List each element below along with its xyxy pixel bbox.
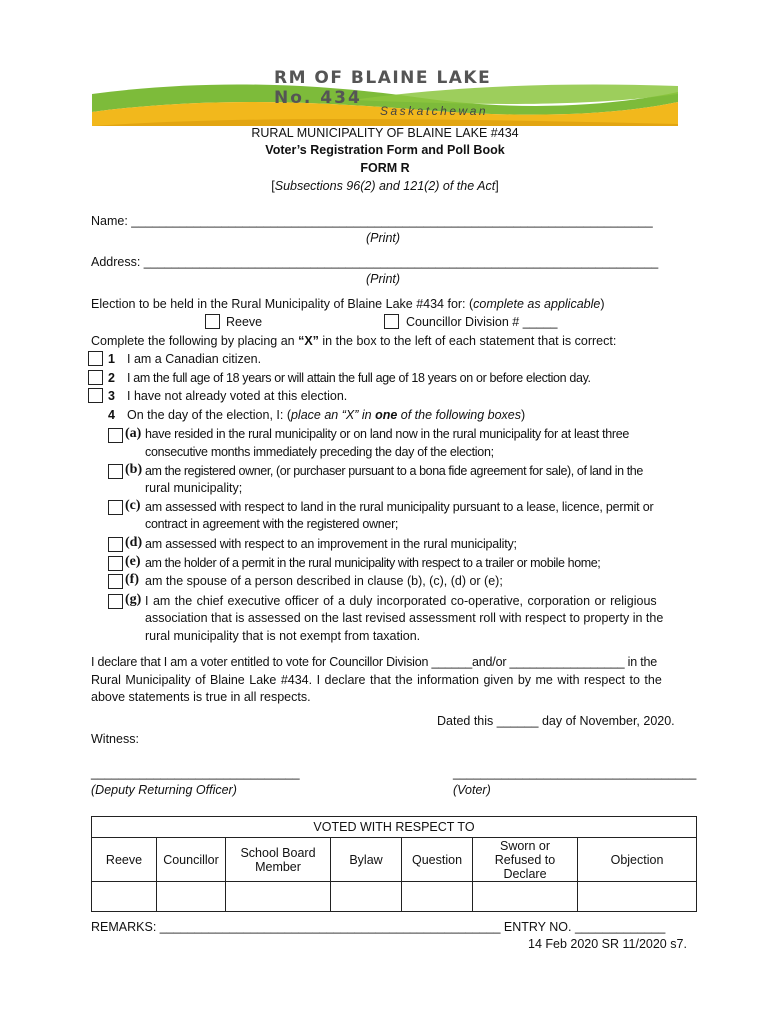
logo [92, 66, 678, 126]
clause-g-line-2: association that is assessed on the last revised assessment roll with respect to property in the [145, 611, 664, 625]
statement-3-number: 3 [108, 389, 115, 403]
address-field[interactable]: Address: __________________________________________________________________________ [91, 255, 659, 269]
statement-3-text: I have not already voted at this election. [127, 389, 348, 403]
name-print-hint: (Print) [366, 231, 401, 245]
column-school-board: School Board Member [226, 838, 331, 882]
remarks-line[interactable]: REMARKS: _________________________________________________ ENTRY NO. _____________ [91, 920, 666, 934]
reeve-label: Reeve [226, 315, 263, 329]
municipality-heading: RURAL MUNICIPALITY OF BLAINE LAKE #434 [251, 126, 519, 140]
cell-objection[interactable] [578, 882, 697, 912]
instructions-post: in the box to the left of each statement that is correct: [318, 334, 617, 348]
clause-d-letter: (d) [125, 535, 143, 550]
statement-4-text [127, 408, 525, 423]
reeve-checkbox[interactable] [205, 314, 220, 329]
dro-label: (Deputy Returning Officer) [91, 783, 237, 797]
clause-c-line-1: am assessed with respect to land in the rural municipality pursuant to a lease, licence, permit or [145, 500, 654, 514]
table-heading: VOTED WITH RESPECT TO [92, 817, 697, 838]
subsection-text: Subsections 96(2) and 121(2) of the Act [274, 179, 496, 193]
statement-4-place: place an “X” in [290, 408, 376, 422]
column-question: Question [402, 838, 473, 882]
column-bylaw: Bylaw [331, 838, 402, 882]
logo-line1: RM OF BLAINE LAKE [274, 68, 492, 88]
councillor-checkbox[interactable] [384, 314, 399, 329]
logo-province: Saskatchewan [380, 104, 489, 118]
instructions-mark: “X” [298, 334, 319, 348]
statement-4-pre: On the day of the election, I: ( [127, 408, 291, 422]
clause-f-line-1: am the spouse of a person described in clause (b), (c), (d) or (e); [145, 574, 503, 588]
clause-b-line-1: am the registered owner, (or purchaser pursuant to a bona fide agreement for sale), of land in the [145, 464, 643, 478]
statement-1-number: 1 [108, 352, 115, 366]
cell-school-board[interactable] [226, 882, 331, 912]
clause-g-line-1: I am the chief executive officer of a duly incorporated co-operative, corporation or religious [145, 594, 657, 608]
statement-3-checkbox[interactable] [88, 388, 103, 403]
dated-line[interactable]: Dated this ______ day of November, 2020. [437, 714, 675, 728]
election-text [91, 297, 605, 312]
statement-2-text: I am the full age of 18 years or will attain the full age of 18 years on or before election day. [127, 371, 591, 385]
subsection-close: ] [495, 179, 499, 193]
election-note: complete as applicable [473, 297, 601, 311]
voter-signature-line[interactable]: ___________________________________ [453, 766, 697, 780]
clause-g-line-3: rural municipality that is not exempt from taxation. [145, 629, 421, 643]
statement-1-checkbox[interactable] [88, 351, 103, 366]
clause-g-letter: (g) [125, 592, 142, 607]
clause-g-checkbox[interactable] [108, 594, 123, 609]
subsection-open: [ [271, 179, 275, 193]
form-name: FORM R [360, 161, 410, 175]
clause-a-checkbox[interactable] [108, 428, 123, 443]
clause-c-checkbox[interactable] [108, 500, 123, 515]
cell-councillor[interactable] [157, 882, 226, 912]
cell-sworn[interactable] [473, 882, 578, 912]
form-title: Voter’s Registration Form and Poll Book [265, 143, 505, 157]
subsection-reference [0, 179, 770, 194]
election-lead: Election to be held in the Rural Municipality of Blaine Lake #434 for: ( [91, 297, 474, 311]
clause-e-line-1: am the holder of a permit in the rural municipality with respect to a trailer or mobile home; [145, 556, 601, 570]
clause-f-letter: (f) [125, 572, 139, 587]
clause-a-line-1: have resided in the rural municipality or on land now in the rural municipality for at least three [145, 427, 630, 441]
statement-1-text: I am a Canadian citizen. [127, 352, 262, 366]
voted-with-respect-table [91, 816, 697, 912]
statement-4-number: 4 [108, 408, 115, 422]
clause-a-letter: (a) [125, 426, 142, 441]
clause-d-line-1: am assessed with respect to an improvement in the rural municipality; [145, 537, 517, 551]
column-sworn: Sworn or Refused to Declare [473, 838, 578, 882]
address-print-hint: (Print) [366, 272, 401, 286]
instructions-pre: Complete the following by placing an [91, 334, 299, 348]
statement-2-checkbox[interactable] [88, 370, 103, 385]
dro-signature-line[interactable]: ______________________________ [91, 766, 300, 780]
clause-a-line-2: consecutive months immediately preceding the day of the election; [145, 445, 494, 459]
clause-b-letter: (b) [125, 462, 143, 477]
witness-label: Witness: [91, 732, 139, 746]
cell-reeve[interactable] [92, 882, 157, 912]
declaration-line-1: I declare that I am a voter entitled to vote for Councillor Division ______and/or _________________ in the [91, 655, 657, 669]
councillor-label: Councillor Division # _____ [406, 315, 558, 329]
clause-f-checkbox[interactable] [108, 574, 123, 589]
clause-b-checkbox[interactable] [108, 464, 123, 479]
declaration-line-2: Rural Municipality of Blaine Lake #434. I declare that the information given by me with respect to the [91, 673, 662, 687]
cell-question[interactable] [402, 882, 473, 912]
clause-c-letter: (c) [125, 498, 141, 513]
regulation-reference: 14 Feb 2020 SR 11/2020 s7. [528, 937, 687, 951]
logo-line2: No. 434 [274, 88, 362, 108]
statement-4-close: ) [521, 408, 526, 422]
statement-2-number: 2 [108, 371, 115, 385]
statement-4-rest: of the following boxes [397, 408, 521, 422]
clause-b-line-2: rural municipality; [145, 481, 243, 495]
column-councillor: Councillor [157, 838, 226, 882]
cell-bylaw[interactable] [331, 882, 402, 912]
declaration-line-3: above statements is true in all respects. [91, 690, 311, 704]
clause-c-line-2: contract in agreement with the registered owner; [145, 517, 399, 531]
clause-d-checkbox[interactable] [108, 537, 123, 552]
voter-label: (Voter) [453, 783, 491, 797]
clause-e-letter: (e) [125, 554, 141, 569]
instructions [91, 334, 616, 349]
column-objection: Objection [578, 838, 697, 882]
election-close: ) [600, 297, 605, 311]
clause-e-checkbox[interactable] [108, 556, 123, 571]
column-reeve: Reeve [92, 838, 157, 882]
statement-4-one: one [375, 408, 398, 422]
name-field[interactable]: Name: ___________________________________________________________________________ [91, 214, 653, 228]
